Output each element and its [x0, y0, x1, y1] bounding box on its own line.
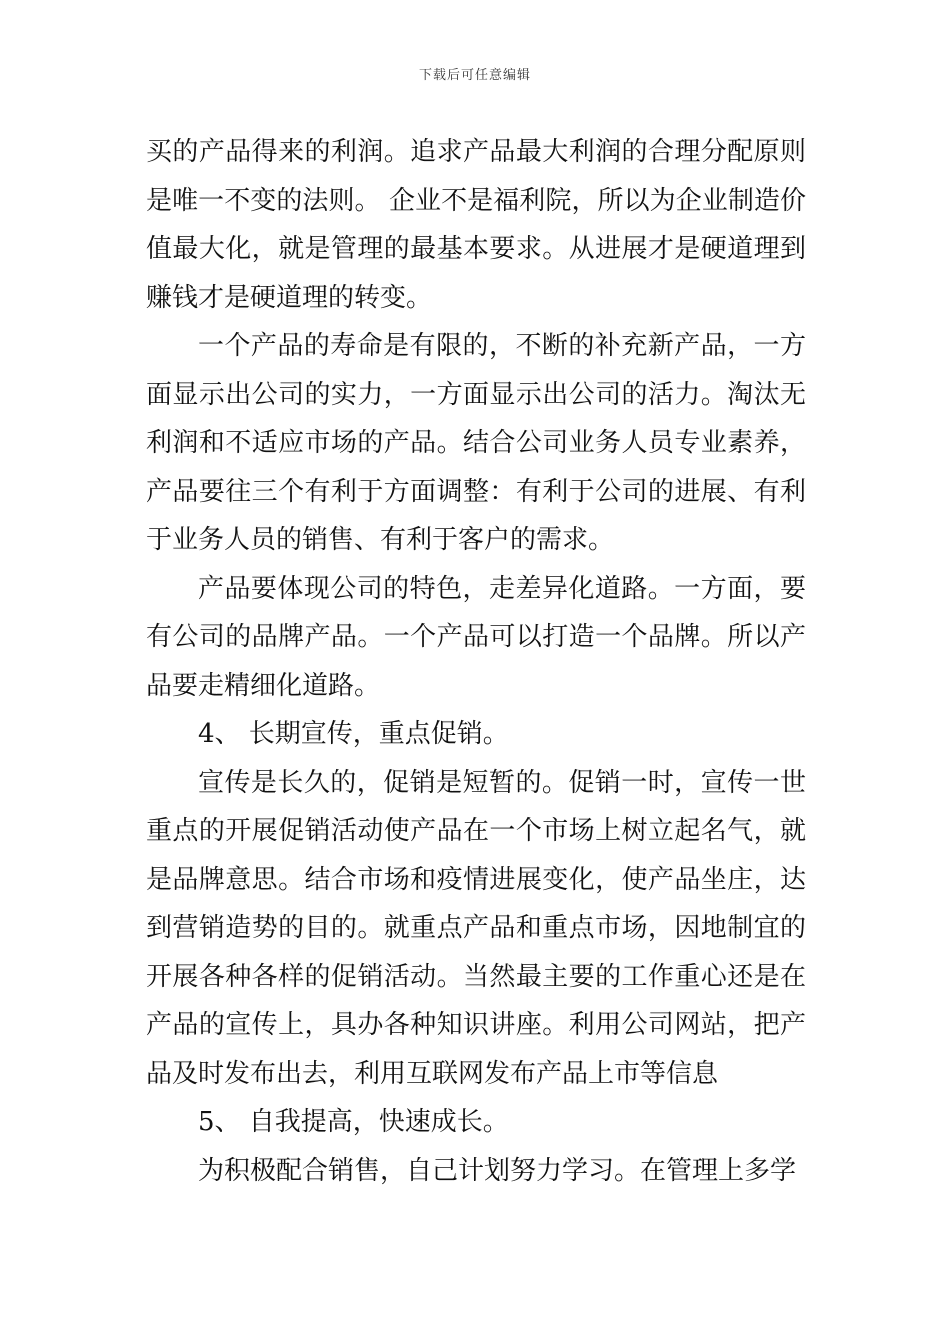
paragraph-1: 买的产品得来的利润。追求产品最大利润的合理分配原则是唯一不变的法则。 企业不是福利院，所以为企业制造价值最大化，就是管理的最基本要求。从进展才是硬道理到赚钱才是硬道理的转变。	[146, 137, 806, 313]
page-header-note: 下载后可任意编辑	[418, 68, 531, 83]
paragraph-5: 为积极配合销售，自己计划努力学习。在管理上多学	[198, 1155, 797, 1186]
document-body	[146, 128, 806, 1195]
paragraph-2: 一个产品的寿命是有限的，不断的补充新产品，一方面显示出公司的实力，一方面显示出公司的活力。淘汰无利润和不适应市场的产品。结合公司业务人员专业素养，产品要往三个有利于方面调整：有利于公司的进展、有利于业务人员的销售、有利于客户的需求。	[146, 331, 806, 555]
section-heading-4: 4、 长期宣传，重点促销。	[198, 719, 509, 749]
paragraph-3: 产品要体现公司的特色，走差异化道路。一方面，要有公司的品牌产品。一个产品可以打造一个品牌。所以产品要走精细化道路。	[146, 573, 806, 701]
section-heading-5: 5、 自我提高，快速成长。	[198, 1107, 509, 1137]
paragraph-4: 宣传是长久的，促销是短暂的。促销一时，宣传一世重点的开展促销活动使产品在一个市场上树立起名气，就是品牌意思。结合市场和疫情进展变化，使产品坐庄，达到营销造势的目的。就重点产品和重点市场，因地制宜的开展各种各样的促销活动。当然最主要的工作重心还是在产品的宣传上，具办各种知识讲座。利用公司网站，把产品及时发布出去，利用互联网发布产品上市等信息	[146, 767, 806, 1089]
